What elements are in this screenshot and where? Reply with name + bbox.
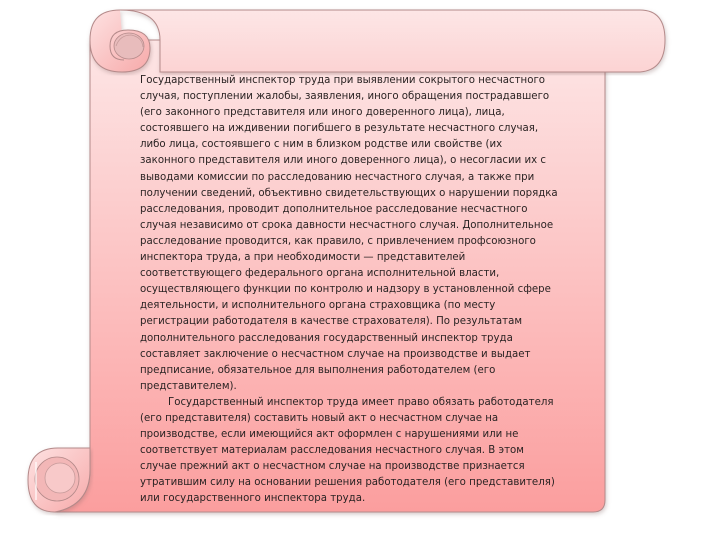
- document-body: [140, 73, 560, 508]
- paragraph-2: Государственный инспектор труда имеет право обязать работодателя (его представителя) составить новый акт о несчастном случае на производстве, если имеющийся акт оформлен с нарушениями или не соответствует материалам расследования несчастного случая. В этом случае прежний акт о несчастном случае на производстве признается утратившим силу на основании решения работодателя (его представителя) или государственного инспектора труда.: [140, 396, 555, 505]
- scroll-top-roll: [90, 10, 665, 72]
- paragraph-1: Государственный инспектор труда при выявлении сокрытого несчастного случая, поступлении жалобы, заявления, иного обращения пострадавшего (его законного представителя или иного доверенного лица), лица, состоявшего на иждивении погибшего в результате несчастного случая, либо лица, состоявшего с ним в близком родстве или свойстве (их законного представителя или иного доверенного лица), о несогласии их с выводами комиссии по расследованию несчастного случая, а также при получении сведений, объективно свидетельствующих о нарушении порядка расследования, проводит дополнительное расследование несчастного случая независимо от срока давности несчастного случая. Дополнительное расследование проводится, как правило, с привлечением профсоюзного инспектора труда, а при необходимости — представителей соответствующего федерального органа исполнительной власти, осуществляющего функции по контролю и надзору в установленной сфере деятельности, и исполнительного органа страховщика (по месту регистрации работодателя в качестве страхователя). По результатам дополнительного расследования государственный инспектор труда составляет заключение о несчастном случае на производстве и выдает предписание, обязательное для выполнения работодателем (его представителем).: [140, 75, 558, 392]
